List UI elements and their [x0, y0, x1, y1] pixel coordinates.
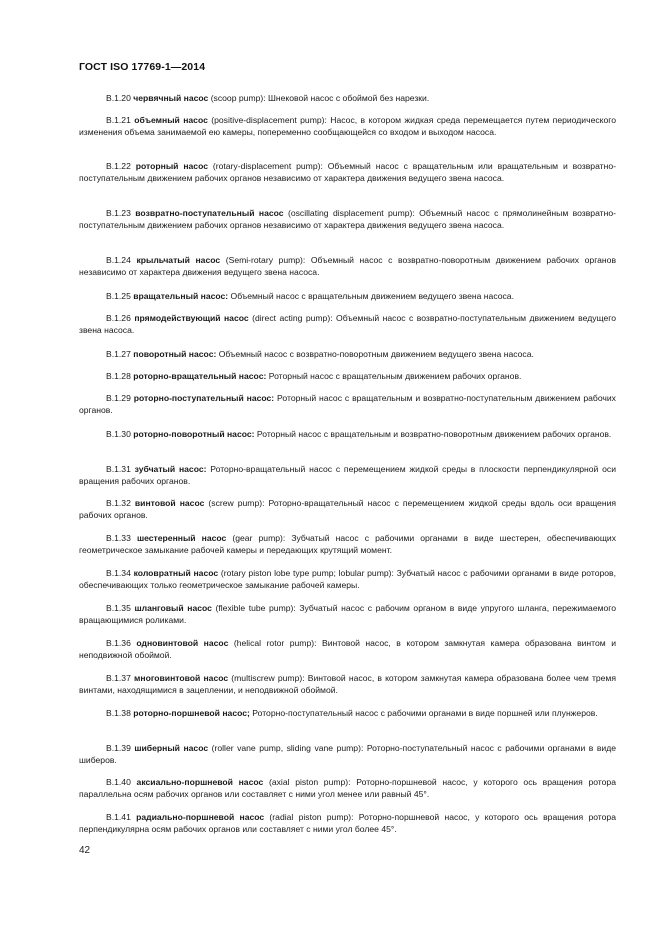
entry-text: (helical rotor pump): Винтовой насос, в котором замкнутая камера образована винтом и неподвижной обоймой.	[79, 638, 617, 661]
entry-number: B.1.34	[106, 568, 131, 578]
definition-entry	[79, 463, 616, 487]
entry-number: B.1.40	[106, 777, 131, 787]
entry-number: B.1.33	[106, 533, 131, 543]
entry-term: одновинтовой насос	[136, 638, 229, 648]
definition-entry	[79, 348, 616, 360]
entry-text: (scoop pump): Шнековой насос с обоймой без нарезки.	[208, 93, 430, 103]
entry-number: B.1.32	[106, 498, 131, 508]
definition-entry	[79, 160, 616, 184]
entry-text: Роторный насос с вращательным и возвратно-поступательным движением рабочих органов.	[79, 393, 616, 416]
entry-term: роторно-вращательный насос:	[133, 371, 267, 381]
entry-number: B.1.24	[106, 255, 131, 265]
entry-text: Роторно-поступательный насос с рабочими органами в виде поршней или плунжеров.	[249, 708, 598, 718]
entry-text: (axial piston pump): Роторно-поршневой насос, у которого ось вращения ротора параллельна осям рабочих органов или составляет с ними угол менее или равный 45°.	[79, 777, 616, 800]
definition-entry	[79, 567, 616, 591]
entry-text: (gear pump): Зубчатый насос с рабочими органами в виде шестерен, обеспечивающих геометрическое замыкание рабочей камеры и передающих крутящий момент.	[79, 533, 616, 556]
definition-entry	[79, 428, 616, 440]
entry-text: (roller vane pump, sliding vane pump): Роторно-поступательный насос с рабочими органами в виде шиберов.	[79, 743, 616, 766]
entry-number: B.1.30	[106, 429, 131, 439]
entry-number: B.1.28	[106, 371, 131, 381]
entry-text: (rotary-displacement pump): Объемный насос с вращательным или вращательным и возвратно-поступательным движением рабочих органов независимо от характера движения ведущего звена насоса.	[79, 161, 616, 184]
entry-number: B.1.22	[106, 161, 131, 171]
entry-term: шестеренный насос	[136, 533, 227, 543]
definition-entry	[79, 290, 616, 302]
entry-number: B.1.35	[106, 603, 131, 613]
entry-text: (rotary piston lobe type pump; lobular pump): Зубчатый насос с рабочими органами в виде роторов, обеспечивающих только геометрическое замыкание рабочей камеры.	[79, 568, 616, 591]
entry-term: роторный насос	[135, 161, 208, 171]
entry-number: B.1.29	[106, 393, 131, 403]
entry-number: B.1.31	[106, 464, 131, 474]
entry-term: коловратный насос	[133, 568, 219, 578]
entry-term: крыльчатый насос	[136, 255, 221, 265]
entry-term: роторно-поступательный насос:	[133, 393, 275, 403]
definition-entry	[79, 114, 616, 138]
definition-entry	[79, 497, 616, 521]
entry-term: роторно-поворотный насос:	[133, 429, 255, 439]
entry-text: Роторный насос с вращательным движением рабочих органов.	[266, 371, 522, 381]
entry-number: B.1.36	[106, 638, 131, 648]
definition-entry	[79, 392, 616, 416]
definition-entry	[79, 370, 616, 382]
entry-term: радиально-поршневой насос	[136, 812, 265, 822]
entry-number: B.1.20	[106, 93, 131, 103]
entry-term: объемный насос	[134, 115, 208, 125]
entry-text: Роторно-вращательный насос с перемещением жидкой среды в плоскости перпендикулярной оси вращения рабочих органов.	[79, 464, 617, 487]
definition-entry	[79, 532, 616, 556]
entry-term: зубчатый насос:	[134, 464, 207, 474]
entry-term: аксиально-поршневой насос	[136, 777, 264, 787]
standard-header: ГОСТ ISO 17769-1—2014	[79, 61, 206, 73]
entry-number: B.1.23	[106, 208, 131, 218]
entry-text: (direct acting pump): Объемный насос с возвратно-поступательным движением ведущего звена насоса.	[79, 313, 616, 336]
entry-text: (flexible tube pump): Зубчатый насос с рабочим органом в виде упругого шланга, пережимаемого вращающимися роликами.	[79, 603, 617, 626]
entry-number: B.1.37	[106, 673, 131, 683]
entry-text: (screw pump): Роторно-вращательный насос с перемещением жидкой среды вдоль оси вращения рабочих органов.	[79, 498, 617, 521]
entry-term: многовинтовой насос	[134, 673, 229, 683]
entry-number: B.1.25	[106, 291, 131, 301]
definition-entry	[79, 776, 616, 800]
entry-term: поворотный насос:	[133, 349, 217, 359]
definition-entry	[79, 312, 616, 336]
entry-text: (Semi-rotary pump): Объемный насос с возвратно-поворотным движением рабочих органов независимо от характера движения ведущего звена насоса.	[79, 255, 617, 278]
definition-entry	[79, 207, 616, 231]
entry-text: (positive-displacement pump): Насос, в котором жидкая среда перемещается путем периодического изменения объема занимаемой ею камеры, попеременно сообщающейся со входом и выходом насоса.	[79, 115, 617, 138]
entry-text: (radial piston pump): Роторно-поршневой насос, у которого ось вращения ротора перпендикулярна осям рабочих органов или составляет с ними угол более 45°.	[79, 812, 616, 835]
entry-number: B.1.21	[106, 115, 131, 125]
entry-term: вращательный насос:	[133, 291, 229, 301]
definition-entry	[79, 254, 616, 278]
entry-term: червячный насос	[133, 93, 209, 103]
definition-entry	[79, 672, 616, 696]
entry-term: шланговый насос	[134, 603, 212, 613]
entry-text: (multiscrew pump): Винтовой насос, в котором замкнутая камера образована более чем тремя винтами, находящимися в зацеплении, и неподвижной обоймой.	[79, 673, 616, 696]
page-number: 42	[79, 845, 91, 856]
entry-term: роторно-поршневой насос;	[133, 708, 250, 718]
entry-number: B.1.26	[106, 313, 131, 323]
entry-text: Объемный насос с вращательным движением ведущего звена насоса.	[228, 291, 514, 301]
definition-entry	[79, 92, 616, 104]
entry-term: прямодействующий насос	[134, 313, 249, 323]
definition-entry	[79, 637, 616, 661]
entry-number: B.1.38	[106, 708, 131, 718]
entry-term: винтовой насос	[134, 498, 205, 508]
entry-text: (oscillating displacement pump): Объемный насос с прямолинейным возвратно-поступательным движением рабочих органов независимо от характера движения ведущего звена насоса.	[79, 208, 616, 231]
entry-text: Объемный насос с возвратно-поворотным движением ведущего звена насоса.	[216, 349, 534, 359]
entry-number: B.1.41	[106, 812, 131, 822]
entry-term: возвратно-поступательный насос	[135, 208, 284, 218]
definition-entry	[79, 602, 616, 626]
entry-term: шиберный насос	[134, 743, 209, 753]
definition-entry	[79, 811, 616, 835]
entry-text: Роторный насос с вращательным и возвратно-поворотным движением рабочих органов.	[254, 429, 612, 439]
definition-entry	[79, 742, 616, 766]
entry-number: B.1.39	[106, 743, 131, 753]
entry-number: B.1.27	[106, 349, 131, 359]
definition-entry	[79, 707, 616, 719]
